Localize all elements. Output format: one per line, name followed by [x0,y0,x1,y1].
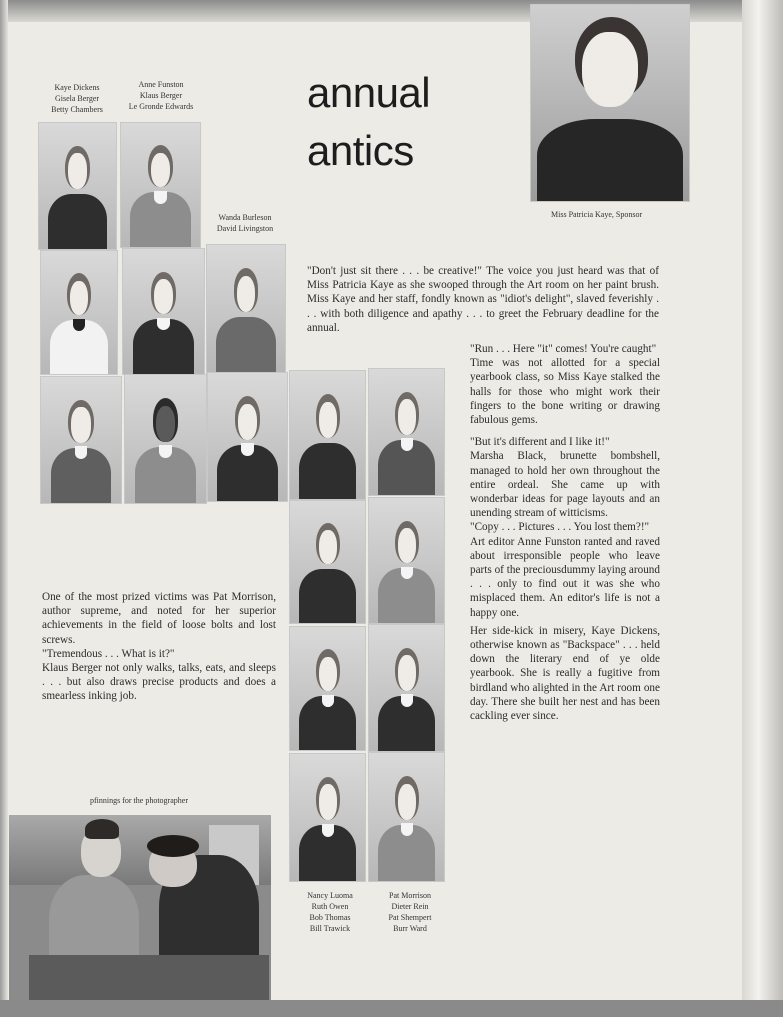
name: David Livingston [216,224,274,233]
portrait [289,370,366,500]
page-title [307,64,430,180]
paragraph: Art editor Anne Funston ranted and raved about irresponsible people who leave parts of the preciousdummy laying around . . . only to find out it was she who misplaced them. An editor's life is not a happy one. [470,535,660,619]
name: Wanda Burleson [218,213,272,222]
name: Bill Trawick [309,924,351,933]
names-group3-right [376,890,444,934]
names-group2 [206,212,284,234]
paragraph: One of the most prized victims was Pat Morrison, author supreme, and noted for her superior achievements in the field of loose bolts and lost screws. [42,591,276,646]
portrait [122,248,205,375]
name: Kaye Dickens [54,83,100,92]
portrait [40,250,118,375]
photographer-caption: pfinnings for the photographer [90,796,188,805]
sponsor-portrait [530,4,690,202]
name: Pat Shempert [388,913,432,922]
names-group1-right [118,79,204,112]
scan-left-edge [0,0,8,1017]
portrait [368,624,445,752]
scan-bottom-edge [0,1000,783,1017]
name: Gisela Berger [54,94,100,103]
article-left-column [42,590,276,704]
name: Ruth Owen [311,902,349,911]
name: Klaus Berger [139,91,183,100]
portrait [206,244,286,374]
portrait [38,122,117,250]
paragraph: Her side-kick in misery, Kaye Dickens, otherwise known as "Backspace" . . . held down the literary end of ye olde yearbook. She is really a fugitive from birdland who alighted in the Art room one day. There she built her nest and has been cackling ever since. [470,624,660,723]
sponsor-caption: Miss Patricia Kaye, Sponsor [551,210,643,219]
portrait [368,368,445,496]
portrait [368,752,445,882]
name: Le Gronde Edwards [128,102,194,111]
name: Nancy Luoma [307,891,353,900]
paragraph: "Copy . . . Pictures . . . You lost them?!" [470,521,650,534]
paragraph: Time was not allotted for a special yearbook class, so Miss Kaye stalked the halls for those who might work their fingers to the bone writing or drawing fabulous gems. [470,357,660,427]
title-line-1: annual [307,69,431,116]
article-right-column [470,342,660,723]
paragraph: "Tremendous . . . What is it?" [42,647,175,660]
portrait [289,626,366,751]
portrait [368,497,445,624]
name: Betty Chambers [51,105,103,114]
name: Bob Thomas [309,913,351,922]
paragraph: "But it's different and I like it!" [470,436,610,449]
paragraph: "Don't just sit there . . . be creative!" The voice you just heard was that of Miss Patricia Kaye as she swooped through the Art room on her paint brush. Miss Kaye and her staff, fondly known as "idiot's delight", slaved feverishly . . . with both diligence and apathy . . . to greet the February deadline for the annual. [307,265,659,334]
portrait [207,372,288,502]
candid-photo [9,815,271,1000]
name: Anne Funston [138,80,184,89]
article-intro [307,264,659,335]
names-group1-left [40,82,114,115]
name: Pat Morrison [389,891,431,900]
names-group3-left [296,890,364,934]
paragraph: Marsha Black, brunette bombshell, managed to hold her own throughout the entire ordeal. She came up with wonderbar ideas for page layouts and an unending stream of witticisms. [470,450,660,520]
portrait [120,122,201,248]
name: Dieter Rein [391,902,429,911]
title-line-2: antics [307,127,414,174]
paragraph: "Run . . . Here "it" comes! You're caught" [470,343,657,355]
portrait [289,500,366,624]
name: Burr Ward [393,924,427,933]
paragraph: Klaus Berger not only walks, talks, eats, and sleeps . . . but also draws precise products and does a smearless inking job. [42,662,276,703]
portrait [40,376,122,504]
book-spine [742,0,783,1017]
portrait [289,753,366,882]
portrait [124,374,207,504]
